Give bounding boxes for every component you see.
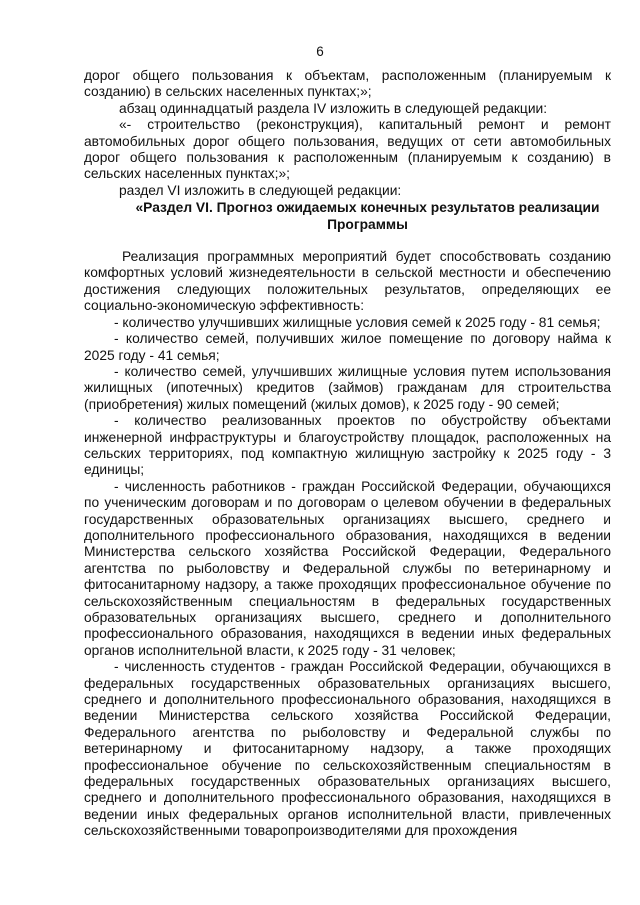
document-body bbox=[84, 68, 611, 840]
paragraph: - количество реализованных проектов по обустройству объектами инженерной инфраструктуры и благоустройству площадок, расположенных на сельских территориях, под компактную жилищную застройку к 2025 году - 3 единицы; bbox=[84, 413, 611, 478]
paragraph: - количество улучшивших жилищные условия семей к 2025 году - 81 семья; bbox=[114, 314, 601, 330]
paragraph: «- строительство (реконструкция), капитальный ремонт и ремонт автомобильных дорог общего пользования, ведущих от сети автомобильных дорог общего пользования к расположенным (планируемым к созданию) в сельских населенных пунктах;»; bbox=[84, 117, 611, 182]
paragraph: - численность студентов - граждан Российской Федерации, обучающихся в федеральных государственных образовательных организациях высшего, среднего и дополнительного профессионального образования, находящихся в ведении Министерства сельского хозяйства Российской Федерации, Федерального агентства по рыболовству и Федеральной службы по ветеринарному и фитосанитарному надзору, а также проходящих профессиональное обучение по сельскохозяйственным специальностям в федеральных государственных образовательных организациях высшего, среднего и дополнительного профессионального образования, находящихся в ведении иных федеральных органов исполнительной власти, привлеченных сельскохозяйственными товаропроизводителями для прохождения bbox=[84, 659, 611, 839]
paragraph: - численность работников - граждан Российской Федерации, обучающихся по ученическим договорам и по договорам о целевом обучении в федеральных государственных образовательных организациях высшего, среднего и дополнительного профессионального образования, находящихся в ведении Министерства сельского хозяйства Российской Федерации, Федерального агентства по рыболовству и Федеральной службы по ветеринарному и фитосанитарному надзору, а также проходящих профессиональное обучение по сельскохозяйственным специальностям в федеральных государственных образовательных организациях высшего, среднего и дополнительного профессионального образования, находящихся в ведении иных федеральных органов исполнительной власти, к 2025 году - 31 человек; bbox=[84, 478, 611, 658]
paragraph: абзац одиннадцатый раздела IV изложить в следующей редакции: bbox=[119, 100, 548, 116]
page-number: 6 bbox=[316, 44, 324, 59]
paragraph: - количество семей, улучшивших жилищные условия путем использования жилищных (ипотечных) кредитов (займов) гражданам для строительства (приобретения) жилых помещений (жилых домов), к 2025 году - 90 семей; bbox=[84, 363, 611, 412]
paragraph: дорог общего пользования к объектам, расположенным (планируемым к созданию) в сельских населенных пунктах;»; bbox=[84, 68, 611, 100]
paragraph: раздел VI изложить в следующей редакции: bbox=[119, 182, 402, 198]
paragraph: Реализация программных мероприятий будет способствовать созданию комфортных условий жизнедеятельности в сельской местности и обеспечению достижения следующих положительных результатов, определяющих ее социально-экономическую эффективность: bbox=[84, 249, 611, 314]
section-heading: «Раздел VI. Прогноз ожидаемых конечных результатов реализации Программы bbox=[135, 200, 600, 232]
paragraph: - количество семей, получивших жилое помещение по договору найма к 2025 году - 41 семья; bbox=[84, 331, 611, 363]
